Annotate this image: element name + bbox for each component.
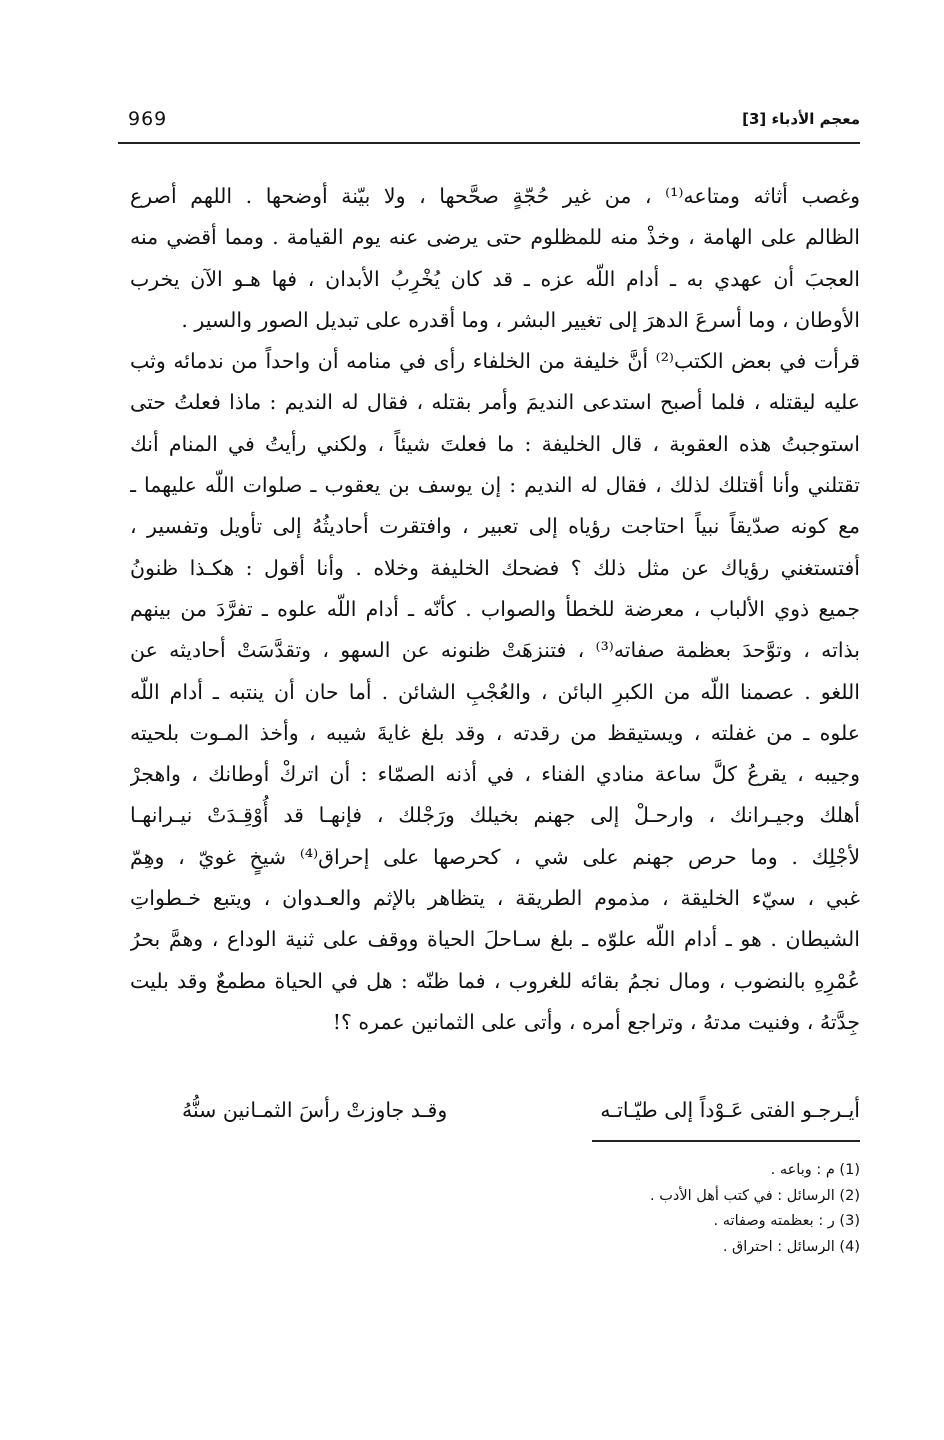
text-line: أفتستغني رؤياك عن مثل ذلك ؟ فضحك الخليفة وخلاه . وأنا أقول : هكـذا ظنونُ xyxy=(130,555,860,580)
text-line: جميع ذوي الألباب ، معرضة للخطأ والصواب . كأنّه ـ أدام اللّه علوه ـ تفرَّدَ من بينهم xyxy=(130,596,860,621)
text-line: تقتلني وأنا أقتلك لذلك ، فقال له النديم : إن يوسف بن يعقوب ـ صلوات اللّه عليهما ـ xyxy=(130,473,860,498)
text-line: مع كونه صدّيقاً نبياً احتاجت رؤياه إلى تعبير ، وافتقرت أحاديثُهُ إلى تأويل وتفسير ، xyxy=(130,514,860,539)
text-line: العجبَ أن عهدي به ـ أدام اللّه عزه ـ قد كان يُخْرِبُ الأبدان ، فها هـو الآن يخرب xyxy=(130,266,860,291)
text-line: علوه ـ من غفلته ، ويستيقظ من رقدته ، وقد بلغ غايةَ شيبه ، وأخذ المـوت بلحيته xyxy=(130,720,860,745)
footnote: (4) الرسائل : احتراق . xyxy=(722,1238,860,1255)
text-line: بذاته ، وتوَّحدَ بعظمة صفاته⁽³⁾ ، فتنزهَتْ ظنونه عن السهو ، وتقدَّسَتْ أحاديثه عن xyxy=(130,638,860,663)
text-line: قرأت في بعض الكتب⁽²⁾ أنَّ خليفة من الخلفاء رأى في منامه أن واحداً من ندمائه وثب xyxy=(130,349,860,374)
page-header xyxy=(118,104,860,144)
text-line: اللغو . عصمنا اللّه من الكبرِ البائن ، والعُجْبِ الشائن . أما حان أن ينتبه ـ أدام اللّه xyxy=(130,679,860,704)
footnotes xyxy=(460,1158,860,1260)
text-line: الشيطان . هو ـ أدام اللّه علوّه ـ بلغ سـاحلَ الحياة ووقف على ثنية الوداع ، وهمَّ بحرُ xyxy=(130,927,860,952)
body-text xyxy=(130,176,860,1043)
verse-second-hemistich: وقـد جاوزتْ رأسَ الثمـانين سنُّهُ xyxy=(182,1098,448,1122)
footnote-rule xyxy=(592,1140,860,1142)
text-line: الظالم على الهامة ، وخذْ منه للمظلوم حتى يرضى عنه يوم القيامة . ومما أقضي منه xyxy=(130,225,860,250)
text-line: وغصب أثاثه ومتاعه⁽¹⁾ ، من غير حُجّةٍ صحَّحها ، ولا بيّنة أوضحها . اللهم أصرع xyxy=(130,184,860,208)
running-title: معجم الأدباء [3] xyxy=(742,110,860,128)
page-number: 969 xyxy=(128,108,168,130)
footnote: (2) الرسائل : في كتب أهل الأدب . xyxy=(650,1187,860,1204)
text-line: جِدَّتهُ ، وفنيت مدتهُ ، وتراجع أمره ، وأتى على الثمانين عمره ؟! xyxy=(332,1009,860,1034)
text-line: وجيبه ، يقرعُ كلَّ ساعة منادي الفناء ، في أذنه الصمّاء : أن اتركْ أوطانك ، واهجرْ xyxy=(130,762,860,787)
text-line: أهلك وجيـرانك ، وارحـلْ إلى جهنم بخيلك ورَجْلك ، فإنهـا قد أُوْقِـدَتْ نيـرانهـا xyxy=(130,803,860,828)
text-line: الأوطان ، وما أسرعَ الدهرَ إلى تغيير البشر ، وما أقدره على تبديل الصور والسير . xyxy=(181,307,860,332)
text-line: عليه ليقتله ، فلما أصبح استدعى النديمَ وأمر بقتله ، فقال له النديم : ماذا فعلتُ حتى xyxy=(130,390,860,415)
poetry-verse xyxy=(160,1090,860,1130)
text-line: غبي ، سيّء الخليقة ، مذموم الطريقة ، يتظاهر بالإثم والعـدوان ، ويتبع خـطواتِ xyxy=(130,886,860,911)
text-line: استوجبتُ هذه العقوبة ، قال الخليفة : ما فعلتَ شيئاً ، ولكني رأيتُ في المنام أنك xyxy=(130,431,860,456)
text-line: عُمْرِهِ بالنضوب ، ومال نجمُ بقائه للغروب ، فما ظنّه : هل في الحياة مطمعٌ وقد بليت xyxy=(130,968,860,993)
footnote: (1) م : وباعه . xyxy=(770,1162,860,1178)
header-rule xyxy=(118,142,860,144)
verse-first-hemistich: أيـرجـو الفتى عَـوْداً إلى طيّـاتـه xyxy=(600,1098,860,1122)
text-line: لأجْلِك . وما حرص جهنم على شي ، كحرصها على إحراق⁽⁴⁾ شيخٍ غويّ ، وهِمّ xyxy=(130,844,860,869)
footnote: (3) ر : بعظمته وصفاته . xyxy=(713,1213,860,1229)
